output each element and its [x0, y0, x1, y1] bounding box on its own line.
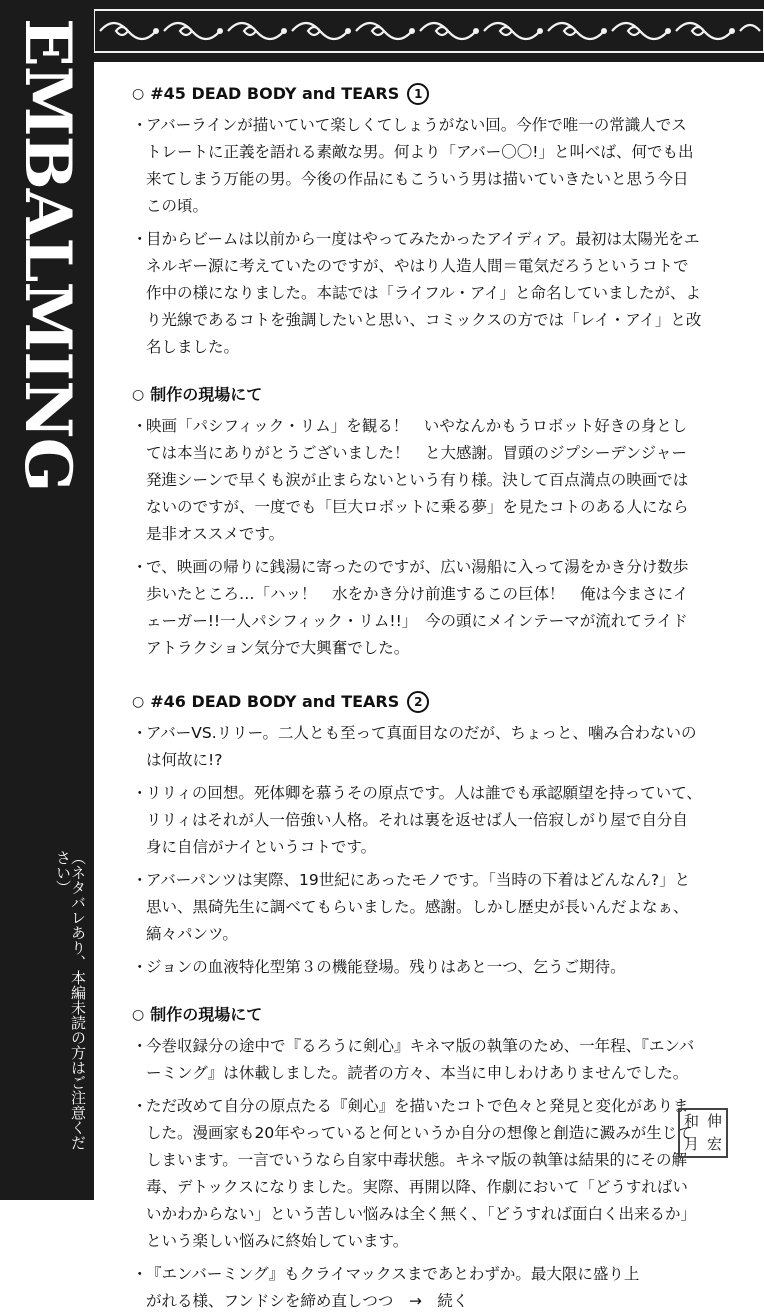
- section-heading-46: ○ #46 DEAD BODY and TEARS 2: [132, 690, 702, 714]
- chapter-number-badge: 2: [407, 691, 429, 713]
- paragraph: ・ 目からビームは以前から一度はやってみたかったアイディア。最初は太陽光をエネルギー源に考えていたのですが、やはり人造人間＝電気だろうというコトで作中の様になりました。本誌では「ライフル・アイ」と命名していましたが、より光線であるコトを強調したいと思い、コミックスの方では「レイ・アイ」と改名しました。: [132, 230, 702, 356]
- paragraph: ・ ジョンの血液特化型第３の機能登場。残りはあと一つ、乞うご期待。: [132, 958, 626, 976]
- afterword-content: [132, 82, 702, 1315]
- section-heading-site-2: ○ 制作の現場にて: [132, 1005, 263, 1024]
- section-heading-site-1: ○ 制作の現場にて: [132, 385, 263, 404]
- spoiler-note: （ネタバレあり、本編未読の方はご注意ください）: [54, 850, 87, 1150]
- section-heading-45: ○ #45 DEAD BODY and TEARS 1: [132, 82, 702, 106]
- chapter-number-badge: 1: [407, 83, 429, 105]
- paragraph: ・ アバーVS.リリー。二人とも至って真面目なのだが、ちょっと、噛み合わないのは何故に!?: [132, 724, 697, 769]
- paragraph: ・ ただ改めて自分の原点たる『剣心』を描いたコトで色々と発見と変化がありました。漫画家も20年やっていると何というか自分の想像と創造に澱みが生じてしまいます。一言でいうなら自家中毒状態。キネマ版の執筆は結果的にその解毒、デトックスになりました。実際、再開以降、作劇において「どうすればいいかわからない」という苦しい悩みは全く無く、「どうすれば面白く出来るか」という楽しい悩みに終始しています。: [132, 1097, 696, 1250]
- paragraph: ・ 『エンバーミング』もクライマックスまであとわずか。最大限に盛り上がれる様、フンドシを締め直しつつ → 続く: [132, 1265, 640, 1310]
- paragraph: ・ 今巻収録分の途中で『るろうに剣心』キネマ版の執筆のため、一年程、『エンバーミング』は休載しました。読者の方々、本当に申しわけありませんでした。: [132, 1037, 695, 1082]
- author-seal-stamp: 和 伸 月 宏: [678, 1108, 728, 1158]
- paragraph: ・ アバーラインが描いていて楽しくてしょうがない回。今作で唯一の常識人でストレートに正義を語れる素敵な男。何より「アバー〇〇!」と叫べば、何でも出来てしまう万能の男。今後の作品にもこういう男は描いていきたいと思う今日この頃。: [132, 116, 694, 215]
- paragraph: ・ で、映画の帰りに銭湯に寄ったのですが、広い湯船に入って湯をかき分け数歩歩いたところ…「ハッ！ 水をかき分け前進するこの巨体！ 俺は今まさにイェーガー!!一人パシフィック・リム!!」 今の頭にメインテーマが流れてライドアトラクション気分で大興奮でした。: [132, 558, 689, 657]
- paragraph: ・ リリィの回想。死体卿を慕うその原点です。人は誰でも承認願望を持っていて、リリィはそれが人一倍強い人格。それは裏を返せば人一倍寂しがり屋で自分自身に自信がナイというコトです。: [132, 784, 702, 856]
- ornamental-border: [94, 0, 764, 62]
- left-title-bar: [0, 0, 94, 1200]
- ornament-pattern: [94, 0, 764, 62]
- paragraph: ・ アバーパンツは実際、19世紀にあったモノです。「当時の下着はどんなん?」と思い、黒碕先生に調べてもらいました。感謝。しかし歴史が長いんだよなぁ、縞々パンツ。: [132, 871, 691, 943]
- vertical-title: EMBALMING: [10, 18, 85, 492]
- paragraph: ・ 映画「パシフィック・リム」を観る！ いやなんかもうロボット好きの身としては本当にありがとうございました！ と大感謝。冒頭のジプシーデンジャー発進シーンで早くも涙が止まらないという有り様。決して百点満点の映画ではないのですが、一度でも「巨大ロボットに乗る夢」を見たコトのある人になら是非オススメです。: [132, 417, 689, 543]
